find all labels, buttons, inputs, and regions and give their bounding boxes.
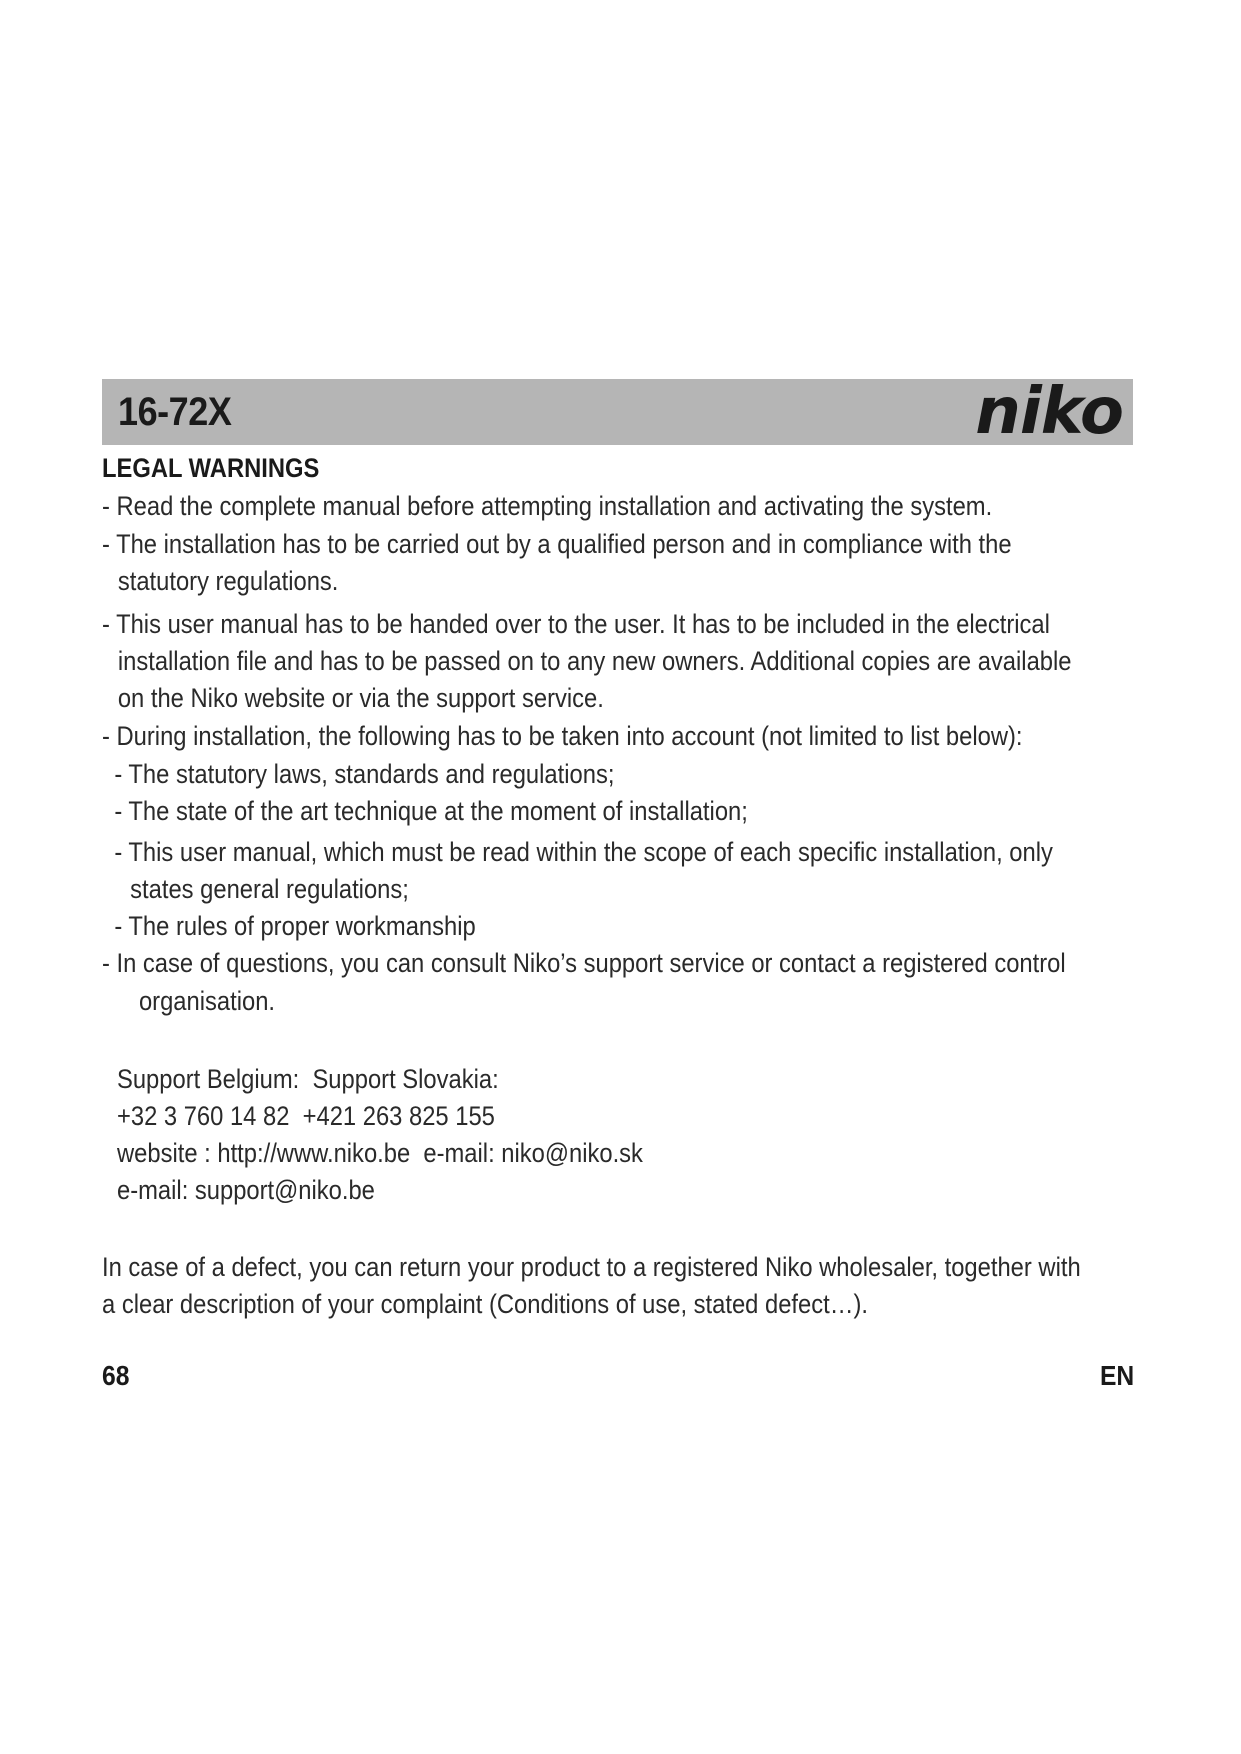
warning-item: - Read the complete manual before attempting installation and activating the system.: [102, 491, 993, 521]
page-number: 68: [102, 1360, 130, 1391]
language-code: EN: [1100, 1360, 1135, 1391]
defect-note: In case of a defect, you can return your product to a registered Niko wholesaler, together with a clear description of your complaint (Conditions of use, stated defect…).: [102, 1252, 1081, 1319]
support-web-line: website : http://www.niko.be e-mail: niko@niko.sk: [117, 1138, 643, 1168]
support-line: Support Belgium: Support Slovakia:: [117, 1064, 499, 1094]
support-phone-line: +32 3 760 14 82 +421 263 825 155: [117, 1101, 495, 1131]
sub-warning-item: - The statutory laws, standards and regulations;: [114, 759, 615, 789]
sub-warning-item: - The rules of proper workmanship: [114, 911, 476, 941]
warning-item: - During installation, the following has to be taken into account (not limited to list below):: [102, 721, 1023, 751]
warning-item-last: [102, 945, 1096, 982]
niko-logo: niko: [975, 375, 1123, 449]
sub-warning-item: - The state of the art technique at the moment of installation;: [114, 796, 748, 826]
section-title: LEGAL WARNINGS: [102, 453, 320, 483]
warning-item: - This user manual has to be handed over to the user. It has to be included in the electrical installation file and has to be passed on to any new owners. Additional copies are available on the Niko website or via the support service.: [102, 609, 1072, 713]
warning-continuation: organisation.: [138, 986, 276, 1016]
warning-item: - The installation has to be carried out by a qualified person and in compliance with the statutory regulations.: [102, 529, 1012, 596]
header-bar: [102, 375, 1133, 449]
support-email-line: e-mail: support@niko.be: [117, 1175, 375, 1205]
model-number: 16-72X: [118, 390, 232, 434]
support-contacts: [117, 1061, 643, 1209]
sub-warning-item: - This user manual, which must be read within the scope of each specific installation, only states general regulations;: [114, 837, 1053, 904]
legal-warnings-list: [102, 488, 1096, 1020]
warning-line: - In case of questions, you can consult Niko’s support service or contact a registered control: [102, 948, 1066, 978]
